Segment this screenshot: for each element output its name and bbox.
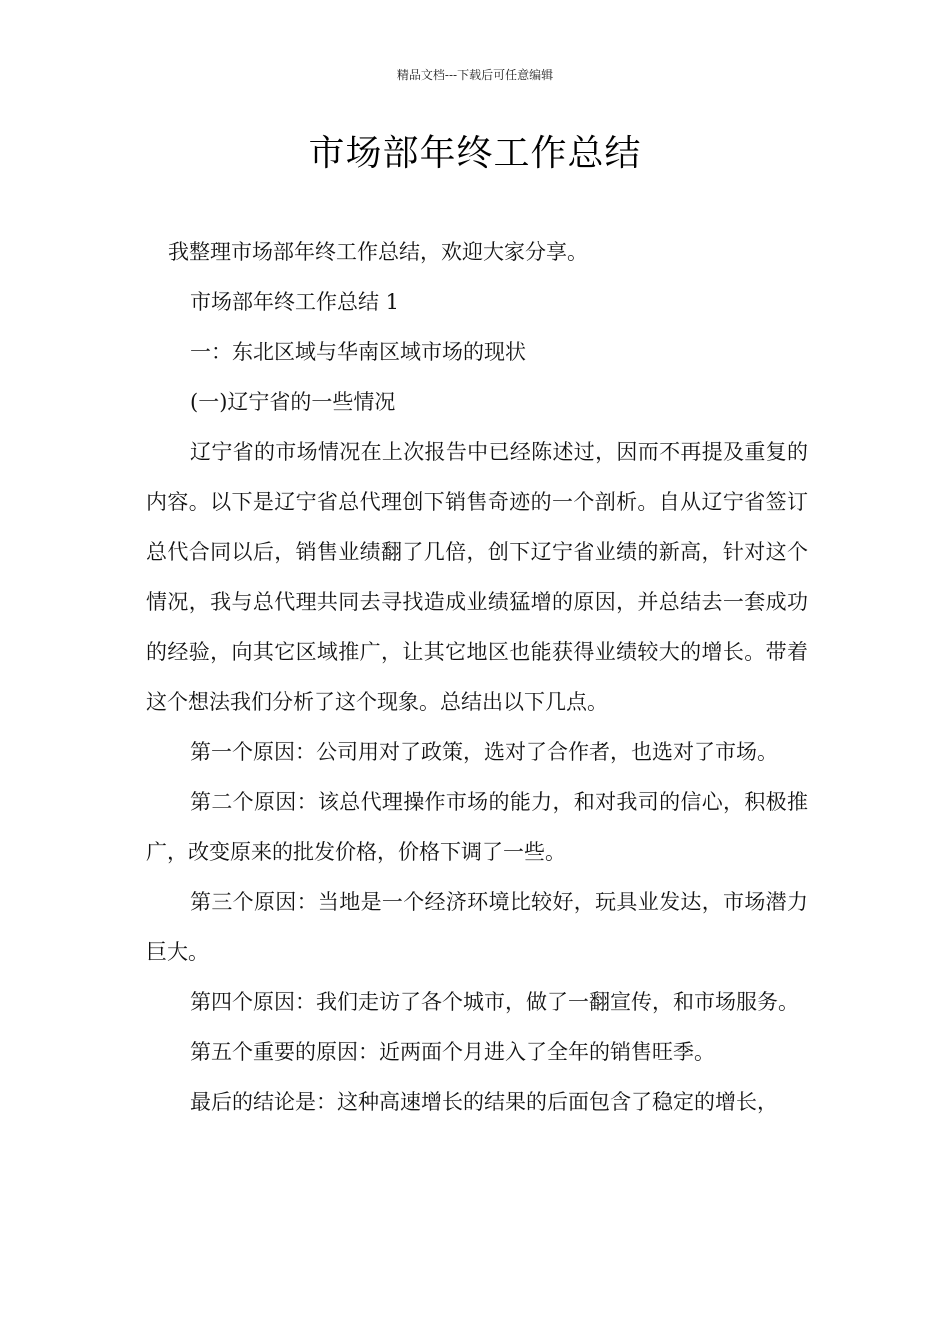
reason-paragraph: 第五个重要的原因：近两面个月进入了全年的销售旺季。 [190,1040,715,1064]
conclusion-paragraph: 最后的结论是：这种高速增长的结果的后面包含了稳定的增长， [190,1090,778,1114]
subsubsection-heading: (一)辽宁省的一些情况 [190,390,396,414]
subsection-heading: 一：东北区域与华南区域市场的现状 [190,340,526,364]
intro-paragraph: 我整理市场部年终工作总结，欢迎大家分享。 [168,240,588,264]
reason-paragraph: 第一个原因：公司用对了政策，选对了合作者，也选对了市场。 [190,740,778,764]
header-note: 精品文档---下载后可任意编辑 [396,68,554,82]
reason-paragraph: 第四个原因：我们走访了各个城市，做了一翻宣传，和市场服务。 [190,990,799,1014]
reason-paragraph: 第二个原因：该总代理操作市场的能力，和对我司的信心，积极推广，改变原来的批发价格，价格下调了一些。 [146,790,808,864]
body-paragraph: 辽宁省的市场情况在上次报告中已经陈述过，因而不再提及重复的内容。以下是辽宁省总代理创下销售奇迹的一个剖析。自从辽宁省签订总代合同以后，销售业绩翻了几倍，创下辽宁省业绩的新高，针对这个情况，我与总代理共同去寻找造成业绩猛增的原因，并总结去一套成功的经验，向其它区域推广，让其它地区也能获得业绩较大的增长。带着这个想法我们分析了这个现象。总结出以下几点。 [146,440,808,714]
reason-paragraph: 第三个原因：当地是一个经济环境比较好，玩具业发达，市场潜力巨大。 [146,890,808,964]
document-title: 市场部年终工作总结 [308,133,642,174]
document-body [146,227,808,1127]
section-heading: 市场部年终工作总结 1 [190,290,400,314]
